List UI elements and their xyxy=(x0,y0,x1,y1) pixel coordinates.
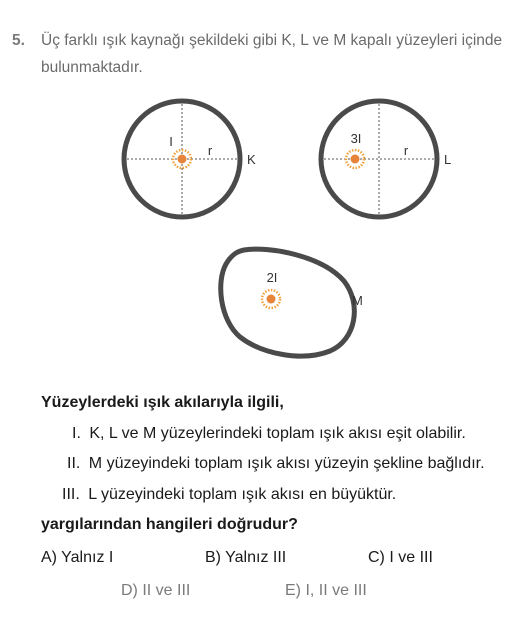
question-number: 5. xyxy=(12,32,25,49)
question-stem-line1: Üç farklı ışık kaynağı şekildeki gibi K, L ve M kapalı yüzeyleri içinde xyxy=(41,32,503,49)
question-line: yargılarından hangileri doğrudur? xyxy=(41,516,298,533)
surface-l-intensity-label: 3I xyxy=(350,131,362,146)
option-c[interactable]: C) I ve III xyxy=(368,549,433,566)
statement-text: M yüzeyindeki toplam ışık akısı yüzeyin şekline bağlıdır. xyxy=(88,455,485,472)
question-stem-line2: bulunmaktadır. xyxy=(41,59,143,76)
surface-m-label: M xyxy=(352,293,363,308)
option-d[interactable]: D) II ve III xyxy=(121,582,191,599)
surface-m xyxy=(221,249,363,356)
statement-text: L yüzeyindeki toplam ışık akısı en büyüktür. xyxy=(88,486,397,503)
surface-k-label: K xyxy=(247,152,256,167)
statement-1 xyxy=(72,425,466,443)
statement-number: I. xyxy=(72,425,81,442)
surface-k-intensity-label: I xyxy=(169,134,173,149)
option-a[interactable]: A) Yalnız I xyxy=(41,549,114,566)
prompt-text: Yüzeylerdeki ışık akılarıyla ilgili, xyxy=(41,394,284,411)
option-e[interactable]: E) I, II ve III xyxy=(285,582,367,599)
surface-l-radius-label: r xyxy=(403,143,409,158)
light-source-m-icon xyxy=(262,290,280,308)
surface-l-label: L xyxy=(444,152,452,167)
surface-k xyxy=(124,101,256,217)
statement-2 xyxy=(67,455,485,473)
surface-m-intensity-label: 2I xyxy=(266,270,278,285)
surface-m-outline xyxy=(221,249,355,356)
statement-3 xyxy=(62,486,396,504)
statement-number: II. xyxy=(67,455,81,472)
statement-text: K, L ve M yüzeylerindeki toplam ışık akısı eşit olabilir. xyxy=(89,425,466,442)
surface-k-radius-label: r xyxy=(207,143,213,158)
statement-number: III. xyxy=(62,486,80,503)
surface-l-circle xyxy=(321,101,437,217)
option-b[interactable]: B) Yalnız III xyxy=(205,549,287,566)
surface-l xyxy=(321,101,451,217)
